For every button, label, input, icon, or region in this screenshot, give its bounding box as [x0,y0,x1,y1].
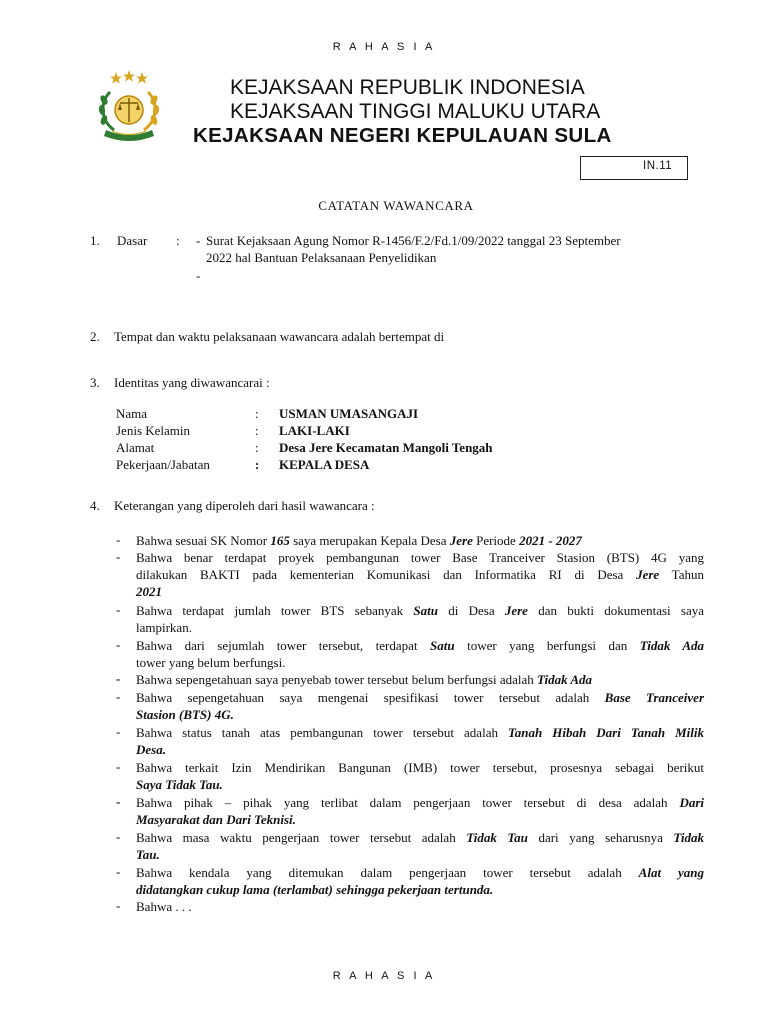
list-bullet: - [116,671,121,686]
form-code: IN.11 [643,160,673,172]
list-item: Bahwa sepengetahuan saya penyebab tower tersebut belum berfungsi adalah Tidak Ada [136,672,593,687]
document-title: CATATAN WAWANCARA [318,198,474,213]
dasar-line-2: 2022 hal Bantuan Pelaksanaan Penyelidikan [206,250,437,265]
list-item: Bahwa sesuai SK Nomor 165 saya merupakan Kepala Desa Jere Periode 2021 - 2027 [136,533,582,548]
field-value-alamat: Desa Jere Kecamatan Mangoli Tengah [279,440,493,455]
field-colon: : [255,423,259,438]
list-item: Bahwa sepengetahuan saya mengenai spesifikasi tower tersebut adalah Base Tranceiver [136,690,705,705]
kejaksaan-emblem-icon [96,70,162,142]
field-label-jenis-kelamin: Jenis Kelamin [116,423,191,438]
list-item: Bahwa pihak – pihak yang terlibat dalam pengerjaan tower tersebut di desa adalah Dari [136,795,704,810]
section-4-number: 4. [90,498,100,513]
list-bullet: - [116,689,121,704]
classification-top: R A H A S I A [332,41,436,53]
keterangan-text: Keterangan yang diperoleh dari hasil wawancara : [114,498,375,513]
list-item: Bahwa dari sejumlah tower tersebut, terdapat Satu tower yang berfungsi dan Tidak Ada [136,638,704,653]
field-label-alamat: Alamat [116,440,155,455]
header-line-2: KEJAKSAAN TINGGI MALUKU UTARA [230,100,601,123]
list-item: Bahwa benar terdapat proyek pembangunan tower Base Tranceiver Stasion (BTS) 4G yang [136,550,704,565]
field-label-nama: Nama [116,406,148,421]
dasar-extra-dash: - [196,268,201,283]
field-value-jenis-kelamin: LAKI-LAKI [279,423,350,438]
list-item-continuation: 2021 [136,584,162,599]
field-value-pekerjaan: KEPALA DESA [279,457,370,472]
section-1-number: 1. [90,233,100,248]
list-bullet: - [116,532,121,547]
list-item: Bahwa masa waktu pengerjaan tower tersebut adalah Tidak Tau dari yang seharusnya Tidak [136,830,704,845]
list-item: Bahwa status tanah atas pembangunan tower tersebut adalah Tanah Hibah Dari Tanah Milik [136,725,705,740]
list-item-continuation: Tau. [136,847,160,862]
field-colon: : [255,440,259,455]
classification-bottom: R A H A S I A [332,970,436,982]
list-item-continuation: lampirkan. [136,620,192,635]
list-bullet: - [116,724,121,739]
dasar-label: Dasar [117,233,148,248]
field-label-pekerjaan: Pekerjaan/Jabatan [116,457,210,472]
list-item: Bahwa . . . [136,899,192,914]
list-bullet: - [116,864,121,879]
field-value-nama: USMAN UMASANGAJI [279,406,419,421]
dasar-dash: - [196,233,201,248]
list-item-continuation: tower yang belum berfungsi. [136,655,286,670]
tempat-text: Tempat dan waktu pelaksanaan wawancara adalah bertempat di [114,329,445,344]
list-item: Bahwa terkait Izin Mendirikan Bangunan (IMB) tower tersebut, prosesnya sebagai berikut [136,760,704,775]
list-bullet: - [116,549,121,564]
header-line-1: KEJAKSAAN REPUBLIK INDONESIA [230,76,585,99]
list-item-continuation: Desa. [136,742,166,757]
section-3-number: 3. [90,375,100,390]
dasar-colon: : [176,233,180,248]
list-item-continuation: dilakukan BAKTI pada kementerian Komunikasi dan Informatika RI di Desa Jere Tahun [136,567,704,582]
field-colon: : [255,406,259,421]
list-bullet: - [116,602,121,617]
list-item: Bahwa kendala yang ditemukan dalam pengerjaan tower tersebut adalah Alat yang [136,865,704,880]
list-bullet: - [116,829,121,844]
list-bullet: - [116,898,121,913]
header-line-3: KEJAKSAAN NEGERI KEPULAUAN SULA [193,124,612,147]
list-bullet: - [116,637,121,652]
identitas-text: Identitas yang diwawancarai : [114,375,270,390]
dasar-line-1: Surat Kejaksaan Agung Nomor R-1456/F.2/Fd.1/09/2022 tanggal 23 September [206,233,621,248]
section-2-number: 2. [90,329,100,344]
list-item-continuation: Stasion (BTS) 4G. [136,707,234,722]
list-item: Bahwa terdapat jumlah tower BTS sebanyak Satu di Desa Jere dan bukti dokumentasi saya [136,603,704,618]
field-colon: : [255,457,260,472]
list-item-continuation: Masyarakat dan Dari Teknisi. [136,812,296,827]
list-bullet: - [116,794,121,809]
list-item-continuation: didatangkan cukup lama (terlambat) sehingga pekerjaan tertunda. [136,882,494,897]
list-bullet: - [116,759,121,774]
list-item-continuation: Saya Tidak Tau. [136,777,223,792]
